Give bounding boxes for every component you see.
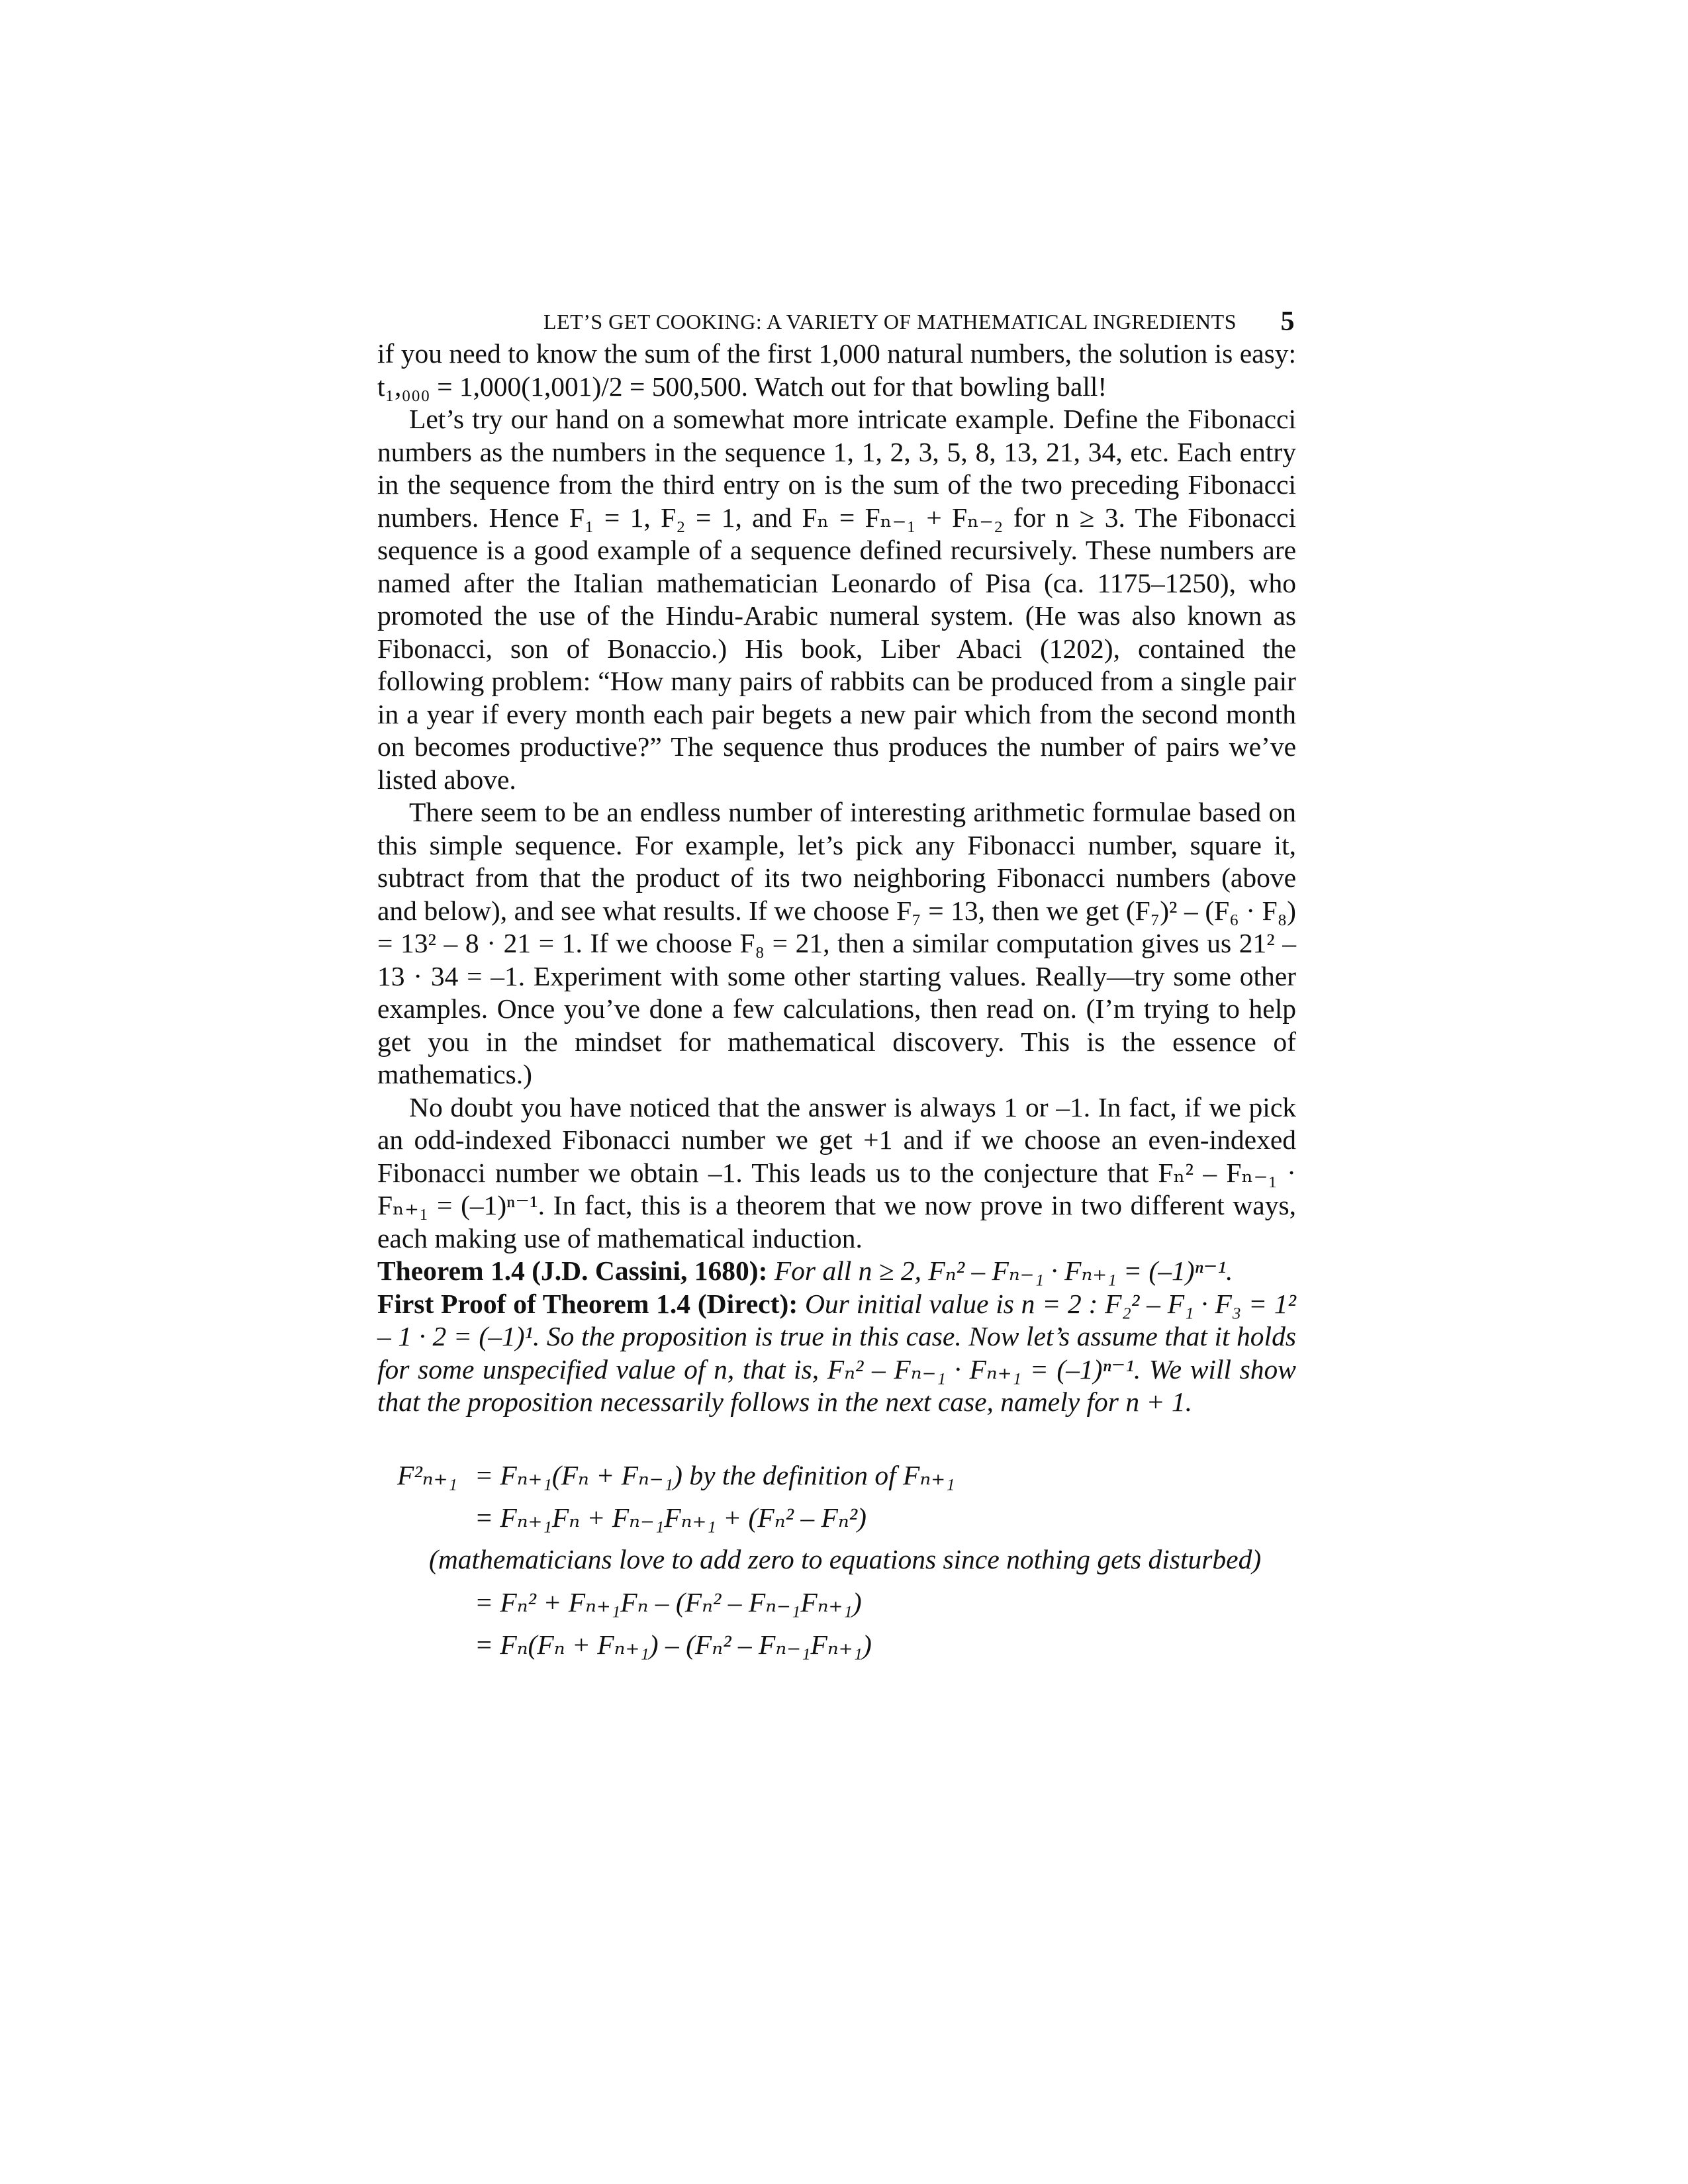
equation-display [377,1453,1296,1665]
book-page [377,291,1296,1665]
equation-line-1 [377,1453,1296,1496]
proof-block [377,1288,1296,1419]
equation-note-text: (mathematicians love to add zero to equations since nothing gets disturbed) [429,1543,1262,1574]
equation-line-3 [377,1580,1296,1623]
theorem-label: Theorem 1.4 (J.D. Cassini, 1680): [377,1255,768,1286]
paragraph-1: if you need to know the sum of the first 1,000 natural numbers, the solution is easy: t₁,₀₀₀ = 1,000(1,001)/2 = 500,500. Watch out for that bowling ball! [377,338,1296,402]
body-text [377,338,1296,1419]
equation-lhs: F²ₙ₊₁ [397,1459,457,1490]
equation-rhs-1: = Fₙ₊₁(Fₙ + Fₙ₋₁) by the definition of Fₙ₊₁ [475,1459,955,1490]
theorem-statement: For all n ≥ 2, Fₙ² – Fₙ₋₁ · Fₙ₊₁ = (–1)ⁿ⁻¹. [774,1255,1233,1286]
paragraph-4: No doubt you have noticed that the answer is always 1 or –1. In fact, if we pick an odd-indexed Fibonacci number we get +1 and if we choose an even-indexed Fibonacci number we obtain –1. This leads us to the conjecture that Fₙ² – Fₙ₋₁ · Fₙ₊₁ = (–1)ⁿ⁻¹. In fact, this is a theorem that we now prove in two different ways, each making use of mathematical induction. [377,1091,1296,1253]
running-header [377,291,1296,338]
equation-note [377,1538,1296,1580]
proof-text: Our initial value is n = 2 : F₂² – F₁ · F₃ = 1² – 1 · 2 = (–1)¹. So the proposition is true in this case. Now let’s assume that it holds for some unspecified value of n, that is, Fₙ² – Fₙ₋₁ · Fₙ₊₁ = (–1)ⁿ⁻¹. We will show that the proposition necessarily follows in the next case, namely for n + 1. [377,1288,1296,1417]
equation-rhs-4: = Fₙ(Fₙ + Fₙ₊₁) – (Fₙ² – Fₙ₋₁Fₙ₊₁) [475,1629,872,1660]
equation-rhs-2: = Fₙ₊₁Fₙ + Fₙ₋₁Fₙ₊₁ + (Fₙ² – Fₙ²) [475,1502,867,1533]
paragraph-2: Let’s try our hand on a somewhat more intricate example. Define the Fibonacci numbers as the numbers in the sequence 1, 1, 2, 3, 5, 8, 13, 21, 34, etc. Each entry in the sequence from the third entry on is the sum of the two preceding Fibonacci numbers. Hence F₁ = 1, F₂ = 1, and Fₙ = Fₙ₋₁ + Fₙ₋₂ for n ≥ 3. The Fibonacci sequence is a good example of a sequence defined recursively. These numbers are named after the Italian mathematician Leonardo of Pisa (ca. 1175–1250), who promoted the use of the Hindu-Arabic numeral system. (He was also known as Fibonacci, son of Bonaccio.) His book, Liber Abaci (1202), contained the following problem: “How many pairs of rabbits can be produced from a single pair in a year if every month each pair begets a new pair which from the second month on becomes productive?” The sequence thus produces the number of pairs we’ve listed above. [377,404,1296,795]
equation-line-4 [377,1623,1296,1665]
page-number: 5 [1280,306,1295,337]
equation-rhs-3: = Fₙ² + Fₙ₊₁Fₙ – (Fₙ² – Fₙ₋₁Fₙ₊₁) [475,1586,862,1617]
equation-line-2 [377,1496,1296,1538]
theorem-block [377,1255,1296,1288]
running-title: LET’S GET COOKING: A VARIETY OF MATHEMATICAL INGREDIENTS [543,310,1237,334]
paragraph-3: There seem to be an endless number of interesting arithmetic formulae based on this simple sequence. For example, let’s pick any Fibonacci number, square it, subtract from that the product of its two neighboring Fibonacci numbers (above and below), and see what results. If we choose F₇ = 13, then we get (F₇)² – (F₆ · F₈) = 13² – 8 · 21 = 1. If we choose F₈ = 21, then a similar computation gives us 21² – 13 · 34 = –1. Experiment with some other starting values. Really—try some other examples. Once you’ve done a few calculations, then read on. (I’m trying to help get you in the mindset for mathematical discovery. This is the essence of mathematics.) [377,797,1296,1089]
proof-label: First Proof of Theorem 1.4 (Direct): [377,1288,798,1319]
